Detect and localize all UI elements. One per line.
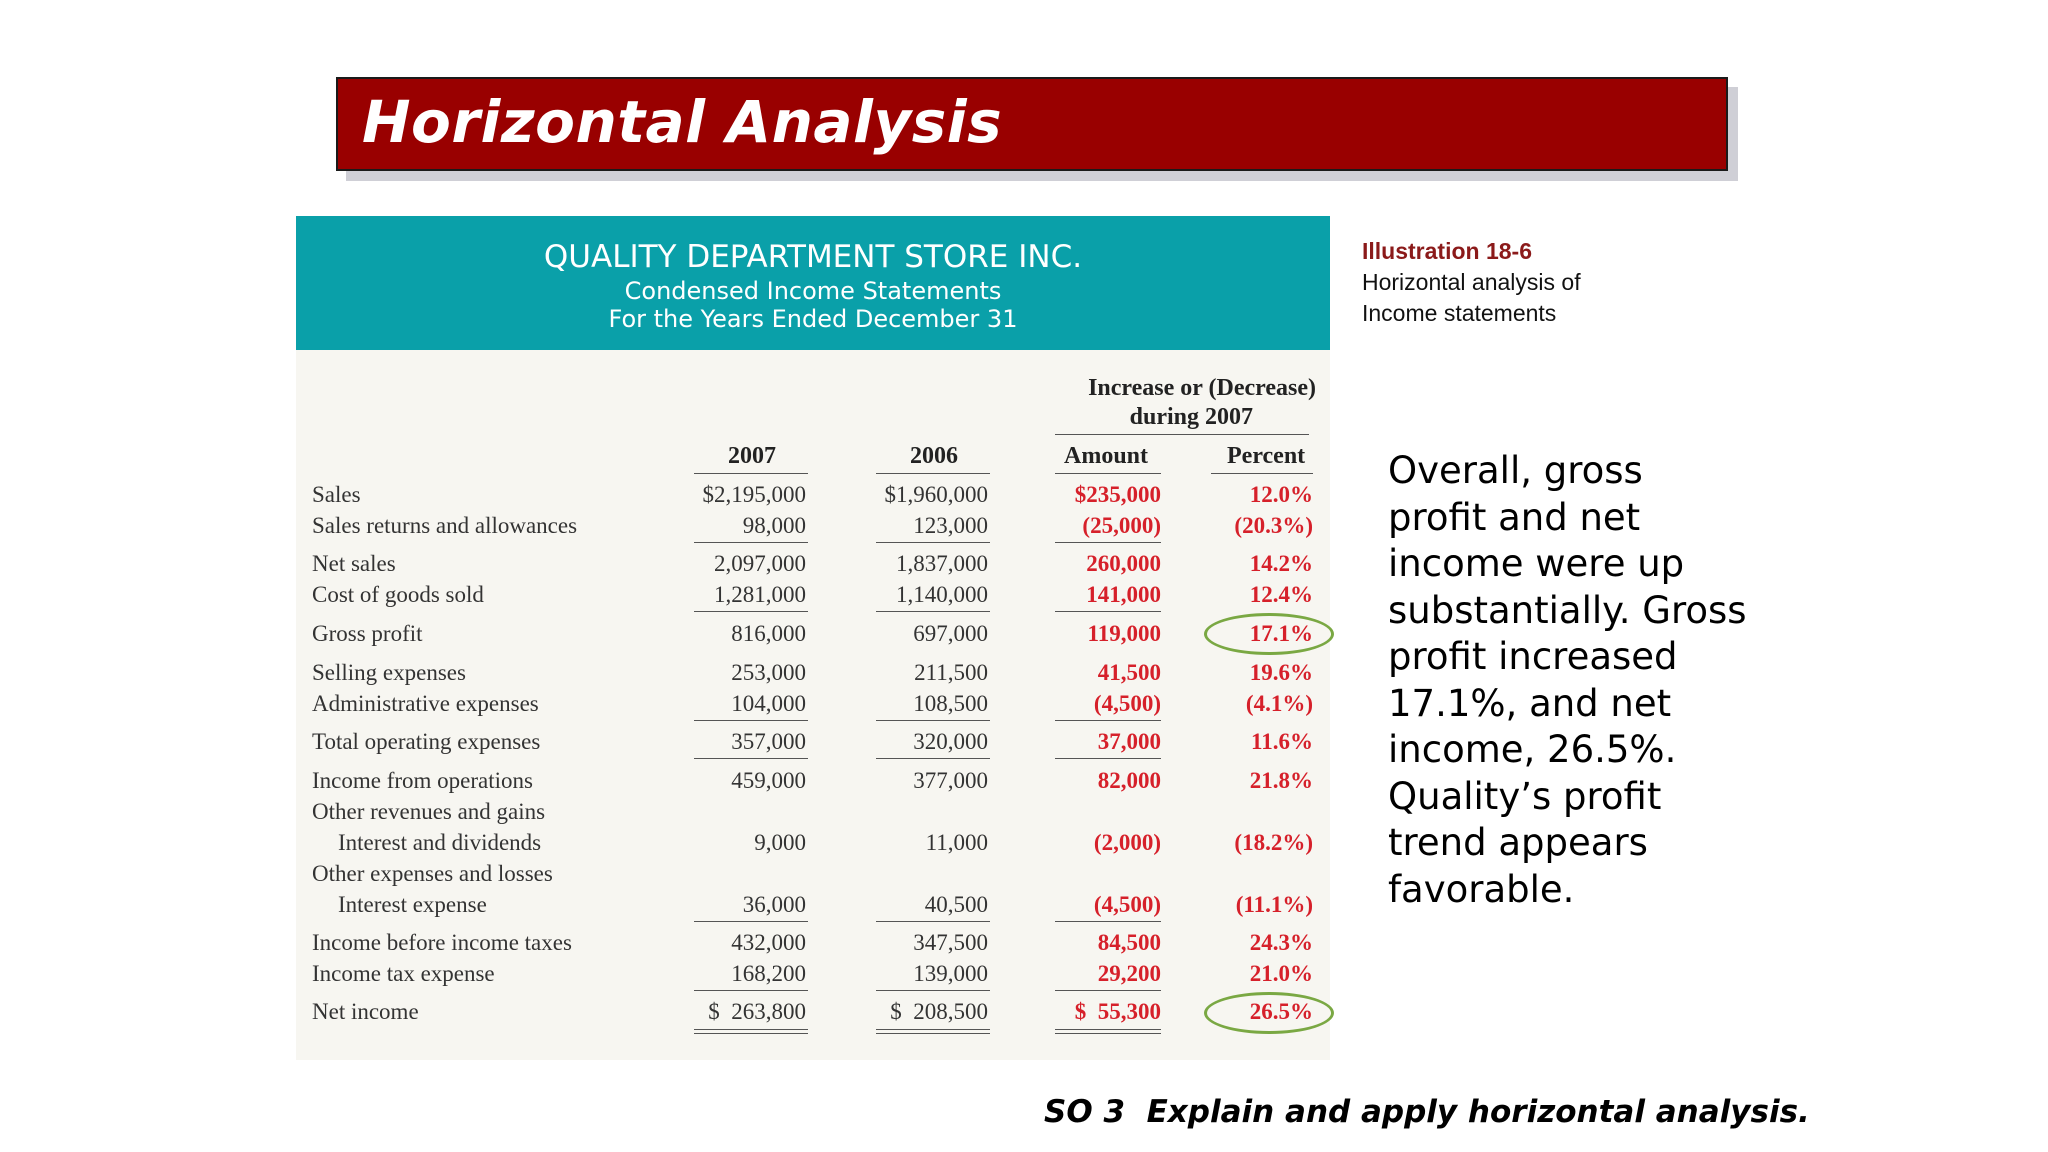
change-amount: 41,500: [1097, 660, 1161, 685]
value-2006: 1,140,000: [896, 582, 988, 607]
subtotal-rule: [1055, 611, 1161, 612]
column-header-underline: [694, 473, 808, 474]
change-amount: (25,000): [1082, 513, 1161, 538]
column-header-percent: Percent: [1227, 443, 1306, 469]
change-percent: 24.3%: [1249, 930, 1313, 955]
subtotal-rule: [694, 611, 808, 612]
row-label: Income from operations: [312, 768, 533, 793]
change-percent: 14.2%: [1249, 551, 1313, 576]
subtotal-rule: [694, 720, 808, 721]
subtotal-rule: [694, 758, 808, 759]
subtotal-rule: [1055, 990, 1161, 991]
subtotal-rule: [1055, 542, 1161, 543]
value-2007: $ 263,800: [708, 999, 806, 1024]
column-header-underline: [1211, 473, 1313, 474]
row-label: Other revenues and gains: [312, 799, 546, 824]
change-percent: (20.3%): [1234, 513, 1313, 538]
value-2006: 123,000: [913, 513, 988, 538]
value-2007: 1,281,000: [714, 582, 806, 607]
row-label: Income tax expense: [312, 961, 495, 986]
row-label: Sales: [312, 482, 361, 507]
row-label: Interest expense: [338, 892, 487, 917]
value-2006: 139,000: [913, 961, 988, 986]
income-statement-panel: [296, 216, 1330, 1060]
change-amount: (2,000): [1093, 830, 1161, 855]
commentary-text: Overall, gross profit and net income were up substantially. Gross profit increased 17.1%, and net income, 26.5%. Quality’s profit trend appears favorable.: [1388, 449, 1747, 911]
subtotal-rule: [876, 921, 990, 922]
company-name: QUALITY DEPARTMENT STORE INC.: [543, 239, 1083, 275]
row-label: Sales returns and allowances: [312, 513, 578, 538]
statement-header: [296, 216, 1330, 350]
change-percent: 17.1%: [1249, 621, 1313, 646]
highlight-ellipse-gross-profit: [1204, 613, 1334, 655]
value-2007: 36,000: [742, 892, 806, 917]
value-2007: 459,000: [731, 768, 806, 793]
row-label: Income before income taxes: [312, 930, 572, 955]
slide-title-bar: [336, 77, 1728, 171]
value-2007: $2,195,000: [702, 482, 806, 507]
statement-period: For the Years Ended December 31: [608, 305, 1018, 333]
illustration-number: Illustration 18-6: [1362, 238, 1532, 264]
change-amount: 84,500: [1097, 930, 1161, 955]
column-header-underline: [1055, 473, 1161, 474]
row-label: Cost of goods sold: [312, 582, 484, 607]
value-2006: 108,500: [913, 691, 988, 716]
value-2007: 104,000: [731, 691, 806, 716]
column-header-2007: 2007: [728, 443, 776, 469]
subtotal-rule: [694, 990, 808, 991]
change-percent: 21.8%: [1249, 768, 1313, 793]
change-percent: 12.4%: [1249, 582, 1313, 607]
change-percent: 11.6%: [1251, 729, 1313, 754]
value-2006: 320,000: [913, 729, 988, 754]
row-label: Total operating expenses: [312, 729, 541, 754]
value-2007: 253,000: [731, 660, 806, 685]
subtotal-rule: [876, 990, 990, 991]
column-header-2006: 2006: [910, 443, 958, 469]
change-percent: 19.6%: [1249, 660, 1313, 685]
value-2007: 9,000: [754, 830, 806, 855]
change-amount: 37,000: [1097, 729, 1161, 754]
change-amount: 82,000: [1097, 768, 1161, 793]
value-2006: 211,500: [914, 660, 988, 685]
subtotal-rule: [1055, 758, 1161, 759]
subtotal-rule: [694, 921, 808, 922]
subtotal-rule: [876, 611, 990, 612]
row-label: Net income: [312, 999, 419, 1024]
value-2006: 377,000: [913, 768, 988, 793]
row-label: Selling expenses: [312, 660, 466, 685]
row-label: Net sales: [312, 551, 396, 576]
subtotal-rule: [1055, 921, 1161, 922]
illustration-title-line1: Horizontal analysis of: [1362, 269, 1581, 295]
change-amount: 260,000: [1086, 551, 1161, 576]
value-2007: 2,097,000: [714, 551, 806, 576]
highlight-ellipse-net-income: [1204, 992, 1334, 1034]
change-percent: 21.0%: [1249, 961, 1313, 986]
subtotal-rule: [1055, 720, 1161, 721]
statement-name: Condensed Income Statements: [624, 277, 1002, 305]
value-2006: 40,500: [924, 892, 988, 917]
illustration-title-line2: Income statements: [1362, 300, 1557, 326]
value-2007: 816,000: [731, 621, 806, 646]
value-2007: 98,000: [742, 513, 806, 538]
total-double-rule: [1055, 1029, 1161, 1034]
change-amount: (4,500): [1093, 892, 1161, 917]
change-percent: 12.0%: [1249, 482, 1313, 507]
row-label: Interest and dividends: [338, 830, 542, 855]
change-group-header-line2: during 2007: [1129, 404, 1253, 430]
change-amount: 141,000: [1086, 582, 1161, 607]
value-2006: $1,960,000: [884, 482, 988, 507]
value-2007: 357,000: [731, 729, 806, 754]
income-statement-table: [296, 350, 1330, 1060]
change-amount: (4,500): [1093, 691, 1161, 716]
value-2006: 697,000: [913, 621, 988, 646]
change-amount: 119,000: [1087, 621, 1161, 646]
value-2006: 11,000: [925, 830, 988, 855]
column-header-amount: Amount: [1064, 443, 1149, 469]
row-label: Gross profit: [312, 621, 423, 646]
change-amount: 29,200: [1097, 961, 1161, 986]
value-2006: 347,500: [913, 930, 988, 955]
change-group-header-line1: Increase or (Decrease): [1088, 375, 1316, 401]
change-percent: (18.2%): [1234, 830, 1313, 855]
subtotal-rule: [876, 720, 990, 721]
change-amount: $ 55,300: [1074, 999, 1161, 1024]
change-group-rule: [1055, 434, 1309, 435]
change-percent: (11.1%): [1235, 892, 1313, 917]
subtotal-rule: [876, 542, 990, 543]
subtotal-rule: [876, 758, 990, 759]
slide-title: Horizontal Analysis: [362, 88, 1003, 156]
change-percent: (4.1%): [1245, 691, 1313, 716]
subtotal-rule: [694, 542, 808, 543]
study-objective: SO 3 Explain and apply horizontal analysis.: [1044, 1094, 1810, 1130]
row-label: Administrative expenses: [312, 691, 539, 716]
change-amount: $235,000: [1074, 482, 1161, 507]
total-double-rule: [876, 1029, 990, 1034]
column-header-underline: [876, 473, 990, 474]
value-2007: 168,200: [731, 961, 806, 986]
illustration-caption: [1362, 236, 1581, 329]
change-percent: 26.5%: [1249, 999, 1313, 1024]
row-label: Other expenses and losses: [312, 861, 553, 886]
value-2006: 1,837,000: [896, 551, 988, 576]
value-2006: $ 208,500: [890, 999, 988, 1024]
value-2007: 432,000: [731, 930, 806, 955]
total-double-rule: [694, 1029, 808, 1034]
